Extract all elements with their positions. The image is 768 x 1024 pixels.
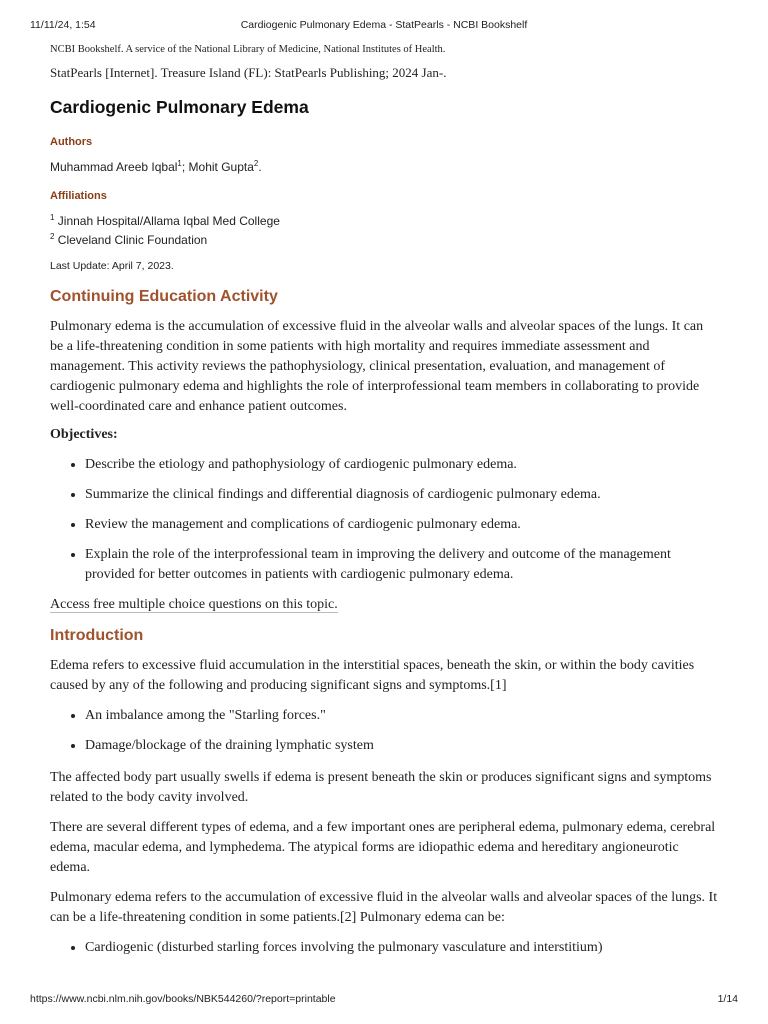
author-separator: ; bbox=[181, 160, 189, 174]
type-item: • Cardiogenic (disturbed starling forces involving the pulmonary vasculature and interstitium) bbox=[85, 938, 718, 958]
authors-label: Authors bbox=[50, 136, 93, 148]
edema-types-list bbox=[50, 938, 718, 958]
intro-paragraph-1: Edema refers to excessive fluid accumulation in the interstitial spaces, beneath the skin, or within the body cavities caused by any of the following and producing significant signs and symptoms.[1] bbox=[50, 658, 695, 693]
cause-item: • An imbalance among the "Starling forces." bbox=[85, 706, 718, 726]
affiliations-label: Affiliations bbox=[50, 190, 107, 202]
intro-paragraph-3: There are several different types of edema, and a few important ones are peripheral edema, pulmonary edema, cerebral edema, macular edema, and lymphedema. The atypical forms are idiopathic edema and hereditary angioneurotic edema. bbox=[50, 820, 716, 875]
article-title: Cardiogenic Pulmonary Edema bbox=[50, 97, 309, 117]
author-end: . bbox=[258, 160, 262, 174]
objectives-list bbox=[50, 455, 718, 585]
mcq-link-line bbox=[50, 597, 718, 613]
ce-activity-paragraph: Pulmonary edema is the accumulation of excessive fluid in the alveolar walls and alveolar spaces of the lungs. It can be a life-threatening condition in some patients with high mortality and requires immediate assessment and management. This activity reviews the pathophysiology, clinical presentation, evaluation, and management of cardiogenic pulmonary edema and highlights the role of interprofessional team members in collaborating to provide well-coordinated care and enhance patient outcomes. bbox=[50, 319, 704, 414]
affiliation-text: Jinnah Hospital/Allama Iqbal Med College bbox=[54, 214, 280, 228]
authors-line bbox=[50, 156, 718, 175]
objective-item: • Summarize the clinical findings and differential diagnosis of cardiogenic pulmonary edema. bbox=[85, 485, 718, 505]
intro-paragraph-4: Pulmonary edema refers to the accumulation of excessive fluid in the alveolar walls and alveolar spaces of the lungs. It can be a life-threatening condition in some patients.[2] Pulmonary edema can be: bbox=[50, 890, 718, 925]
affiliation-number: 2 bbox=[50, 232, 55, 241]
affiliation-number: 1 bbox=[50, 213, 55, 222]
article-content bbox=[50, 44, 718, 970]
ce-activity-heading: Continuing Education Activity bbox=[50, 288, 278, 305]
print-datetime: 11/11/24, 1:54 bbox=[30, 19, 96, 31]
author-affiliation-ref: 2 bbox=[253, 159, 259, 168]
print-page-title: Cardiogenic Pulmonary Edema - StatPearls - NCBI Bookshelf bbox=[240, 19, 528, 31]
last-update: Last Update: April 7, 2023. bbox=[50, 260, 174, 272]
print-page-indicator: 1/14 bbox=[717, 993, 738, 1005]
author-name[interactable]: Mohit Gupta bbox=[188, 160, 254, 174]
objective-item: • Explain the role of the interprofessional team in improving the delivery and outcome of the management provided for better outcomes in patients with cardiogenic pulmonary edema. bbox=[85, 545, 718, 585]
affiliation-text: Cleveland Clinic Foundation bbox=[54, 233, 208, 247]
objectives-label: Objectives: bbox=[50, 427, 118, 442]
bookshelf-line: NCBI Bookshelf. A service of the National Library of Medicine, National Institutes of Health. bbox=[50, 44, 446, 55]
objective-item: • Describe the etiology and pathophysiology of cardiogenic pulmonary edema. bbox=[85, 455, 718, 475]
mcq-link[interactable]: Access free multiple choice questions on this topic. bbox=[50, 597, 338, 612]
edema-causes-list bbox=[50, 706, 718, 756]
author-affiliation-ref: 1 bbox=[177, 159, 182, 168]
cause-item: • Damage/blockage of the draining lymphatic system bbox=[85, 736, 718, 756]
author-name[interactable]: Muhammad Areeb Iqbal bbox=[50, 160, 178, 174]
affiliation-item bbox=[50, 229, 718, 248]
affiliations-list bbox=[50, 210, 718, 248]
intro-paragraph-2: The affected body part usually swells if edema is present beneath the skin or produces significant signs and symptoms related to the body cavity involved. bbox=[50, 770, 712, 805]
affiliation-item bbox=[50, 210, 718, 229]
introduction-heading: Introduction bbox=[50, 627, 144, 644]
objective-item: • Review the management and complications of cardiogenic pulmonary edema. bbox=[85, 515, 718, 535]
citation: StatPearls [Internet]. Treasure Island (FL): StatPearls Publishing; 2024 Jan-. bbox=[50, 65, 447, 80]
print-url: https://www.ncbi.nlm.nih.gov/books/NBK544260/?report=printable bbox=[30, 993, 336, 1005]
